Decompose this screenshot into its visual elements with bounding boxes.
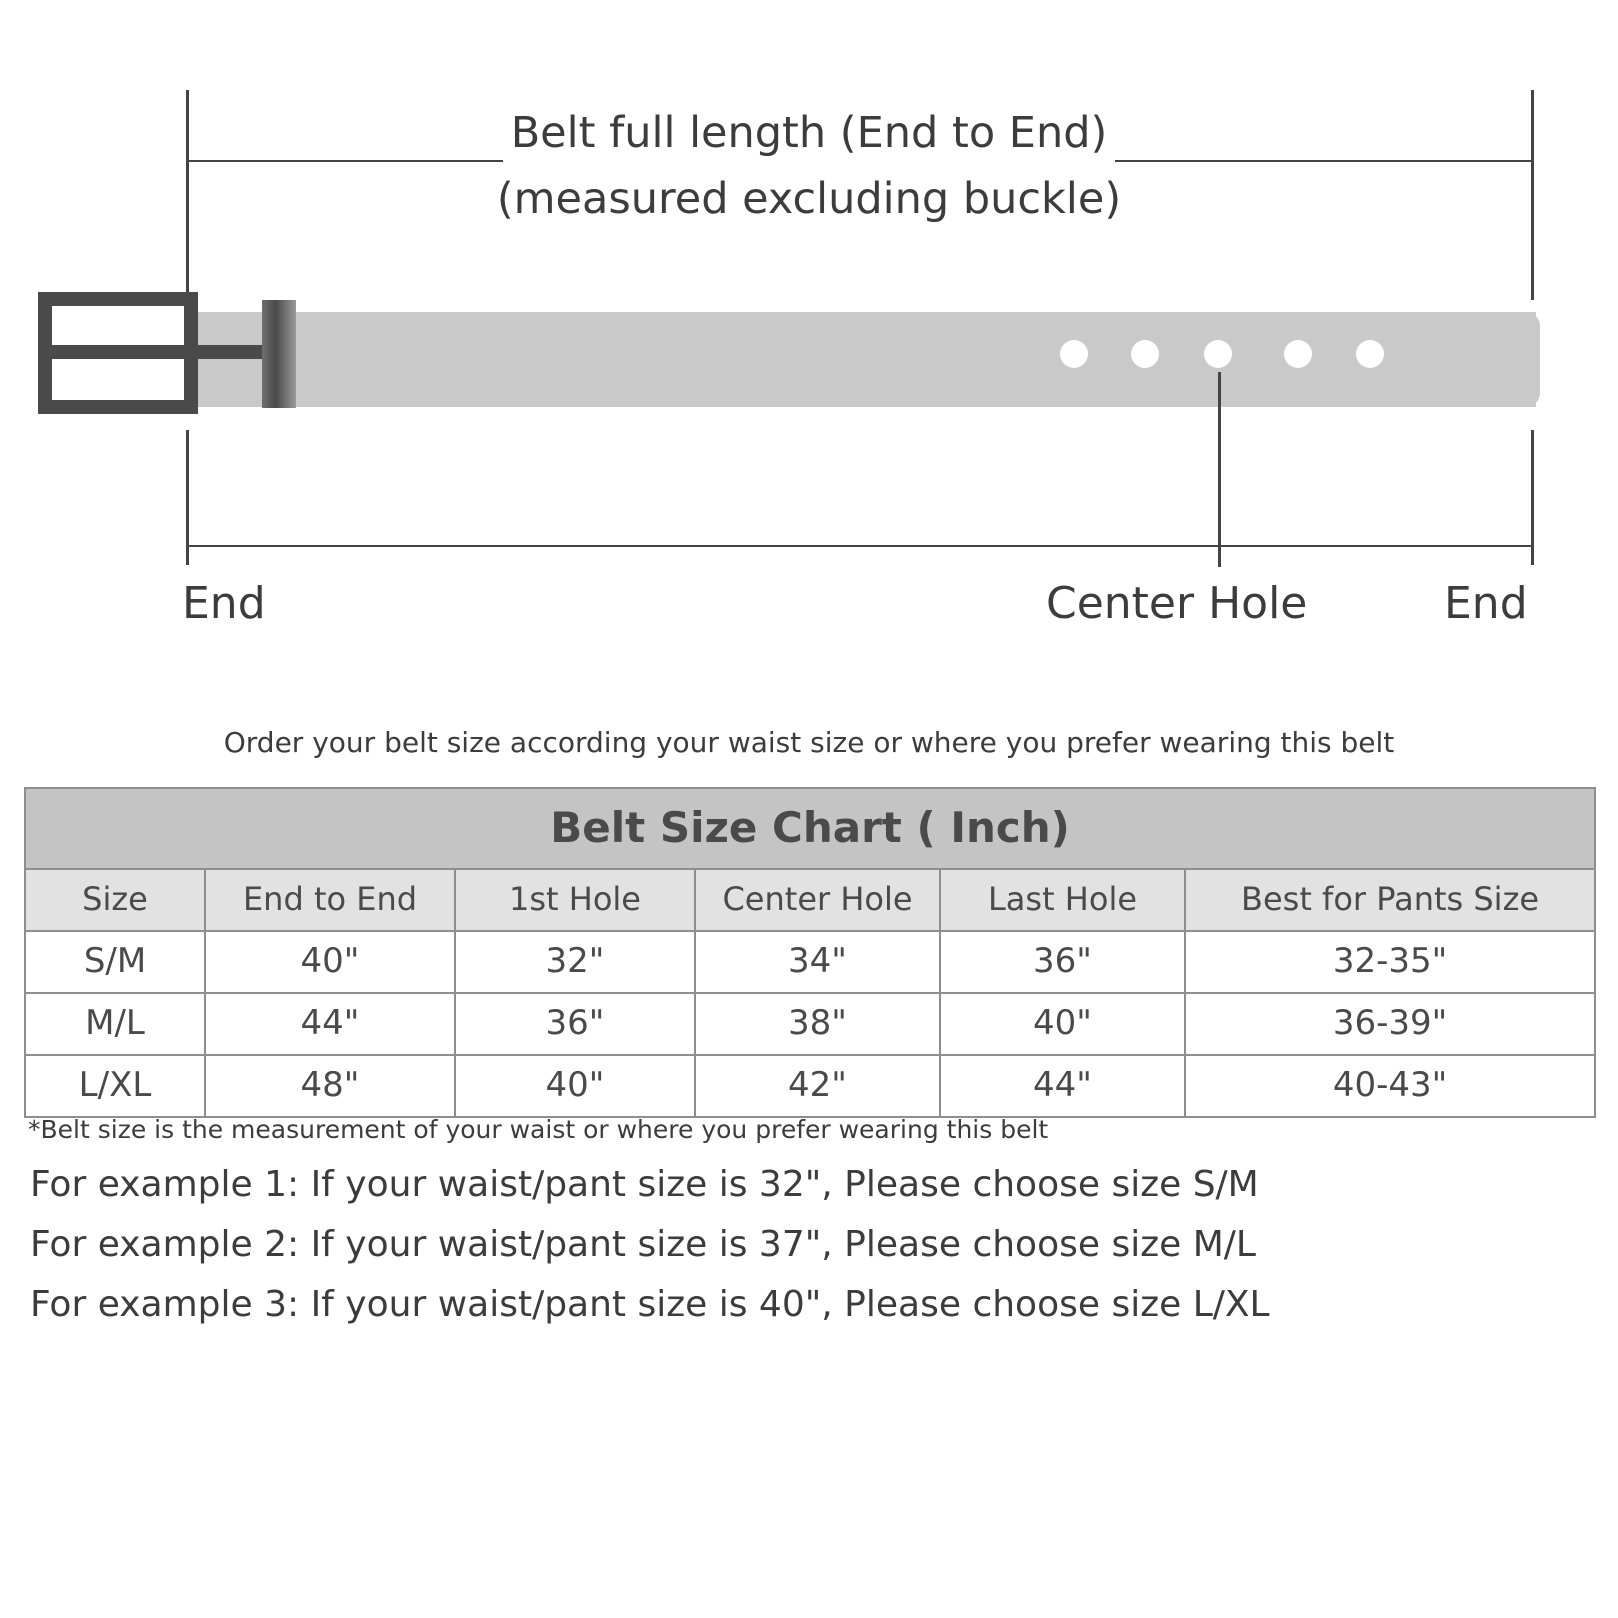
label-end-right: End (1444, 578, 1528, 629)
cell-end-to-end: 40" (205, 931, 455, 993)
cell-first-hole: 32" (455, 931, 695, 993)
belt-keeper-loop-icon (262, 300, 296, 408)
measurement-line-bottom (186, 545, 1534, 547)
label-center-hole: Center Hole (1046, 578, 1308, 629)
cell-pants-size: 36-39" (1185, 993, 1595, 1055)
cell-size: M/L (25, 993, 205, 1055)
column-header-first-hole: 1st Hole (455, 869, 695, 931)
belt-strap (186, 312, 1536, 407)
table-row (25, 931, 1595, 993)
belt-hole-5 (1356, 340, 1384, 368)
belt-strap-end-cap (1500, 312, 1540, 407)
cell-last-hole: 36" (940, 931, 1185, 993)
list-item: For example 1: If your waist/pant size is 32", Please choose size S/M (30, 1164, 1259, 1205)
column-header-last-hole: Last Hole (940, 869, 1185, 931)
cell-pants-size: 40-43" (1185, 1055, 1595, 1117)
column-header-center-hole: Center Hole (695, 869, 940, 931)
table-row (25, 1055, 1595, 1117)
cell-size: S/M (25, 931, 205, 993)
column-header-size: Size (25, 869, 205, 931)
chart-header-row (25, 869, 1595, 931)
column-header-pants-size: Best for Pants Size (1185, 869, 1595, 931)
cell-center-hole: 38" (695, 993, 940, 1055)
cell-end-to-end: 44" (205, 993, 455, 1055)
label-end-left: End (182, 578, 266, 629)
list-item: For example 3: If your waist/pant size is 40", Please choose size L/XL (30, 1284, 1270, 1325)
list-item: For example 2: If your waist/pant size is 37", Please choose size M/L (30, 1224, 1256, 1265)
chart-footnote: *Belt size is the measurement of your waist or where you prefer wearing this belt (28, 1115, 1049, 1144)
cell-last-hole: 44" (940, 1055, 1185, 1117)
buckle-center-bar-icon (38, 345, 198, 359)
belt-hole-2 (1131, 340, 1159, 368)
chart-title: Belt Size Chart ( Inch) (25, 788, 1595, 869)
belt-hole-1 (1060, 340, 1088, 368)
full-length-label-line2: (measured excluding buckle) (489, 166, 1129, 232)
belt-hole-4 (1284, 340, 1312, 368)
column-header-end-to-end: End to End (205, 869, 455, 931)
cell-size: L/XL (25, 1055, 205, 1117)
belt-size-chart (24, 787, 1594, 1118)
cell-first-hole: 40" (455, 1055, 695, 1117)
cell-last-hole: 40" (940, 993, 1185, 1055)
example-list (30, 1155, 1590, 1335)
cell-center-hole: 42" (695, 1055, 940, 1117)
cell-end-to-end: 48" (205, 1055, 455, 1117)
measurement-tick-center-hole (1218, 372, 1221, 567)
cell-center-hole: 34" (695, 931, 940, 993)
cell-pants-size: 32-35" (1185, 931, 1595, 993)
chart-title-row (25, 788, 1595, 869)
order-instruction-text: Order your belt size according your waist size or where you prefer wearing this belt (223, 726, 1395, 759)
belt-diagram (0, 0, 1618, 680)
cell-first-hole: 36" (455, 993, 695, 1055)
full-length-label-line1: Belt full length (End to End) (503, 100, 1116, 166)
full-length-label (0, 100, 1618, 232)
belt-hole-center (1204, 340, 1232, 368)
table-row (25, 993, 1595, 1055)
